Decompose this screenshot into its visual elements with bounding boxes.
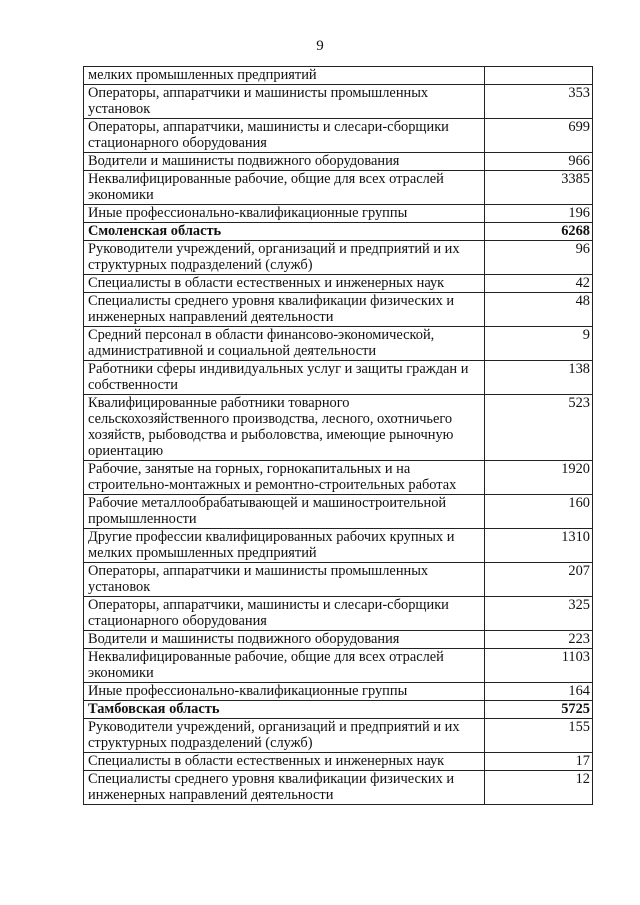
row-label: Специалисты среднего уровня квалификации физических и инженерных направлений деятельности [84,771,485,805]
row-label: Неквалифицированные рабочие, общие для всех отраслей экономики [84,649,485,683]
region-total: 5725 [485,701,593,719]
table-row [84,67,593,85]
row-value: 1920 [485,461,593,495]
row-value: 523 [485,395,593,461]
table-row [84,275,593,293]
page-number: 9 [316,38,324,54]
row-value: 223 [485,631,593,649]
row-label: Водители и машинисты подвижного оборудования [84,631,485,649]
row-value: 155 [485,719,593,753]
row-value: 164 [485,683,593,701]
row-label: Руководители учреждений, организаций и предприятий и их структурных подразделений (служб) [84,241,485,275]
table-row [84,495,593,529]
row-label: Руководители учреждений, организаций и предприятий и их структурных подразделений (служб) [84,719,485,753]
row-value: 699 [485,119,593,153]
row-value: 17 [485,753,593,771]
row-label: Специалисты в области естественных и инженерных наук [84,275,485,293]
row-value: 3385 [485,171,593,205]
table-row [84,205,593,223]
region-total: 6268 [485,223,593,241]
row-value: 138 [485,361,593,395]
row-value: 353 [485,85,593,119]
table-row [84,119,593,153]
row-label: Квалифицированные работники товарного сельскохозяйственного производства, лесного, охотничьего хозяйств, рыбоводства и рыболовства, имеющие рыночную ориентацию [84,395,485,461]
row-label: Иные профессионально-квалификационные группы [84,683,485,701]
row-value: 196 [485,205,593,223]
table-row [84,649,593,683]
region-name: Тамбовская область [84,701,485,719]
row-label: Неквалифицированные рабочие, общие для всех отраслей экономики [84,171,485,205]
row-label: Средний персонал в области финансово-экономической, административной и социальной деятельности [84,327,485,361]
row-label: Специалисты среднего уровня квалификации физических и инженерных направлений деятельности [84,293,485,327]
table-row [84,241,593,275]
row-label: Специалисты в области естественных и инженерных наук [84,753,485,771]
row-label: Другие профессии квалифицированных рабочих крупных и мелких промышленных предприятий [84,529,485,563]
row-label: Рабочие, занятые на горных, горнокапитальных и на строительно-монтажных и ремонтно-строительных работах [84,461,485,495]
row-value: 42 [485,275,593,293]
region-row [84,223,593,241]
table-row [84,171,593,205]
table-row [84,395,593,461]
region-row [84,701,593,719]
table-row [84,153,593,171]
row-value: 1103 [485,649,593,683]
table-row [84,631,593,649]
row-label: Водители и машинисты подвижного оборудования [84,153,485,171]
row-label: Операторы, аппаратчики и машинисты промышленных установок [84,85,485,119]
table-row [84,361,593,395]
row-value [485,67,593,85]
table-row [84,529,593,563]
table-row [84,461,593,495]
row-value: 1310 [485,529,593,563]
table-row [84,327,593,361]
row-value: 160 [485,495,593,529]
table-row [84,293,593,327]
row-value: 207 [485,563,593,597]
region-name: Смоленская область [84,223,485,241]
row-value: 48 [485,293,593,327]
row-value: 9 [485,327,593,361]
row-label: Операторы, аппаратчики, машинисты и слесари-сборщики стационарного оборудования [84,119,485,153]
row-label: Рабочие металлообрабатывающей и машиностроительной промышленности [84,495,485,529]
table-row [84,563,593,597]
table-row [84,719,593,753]
row-label: Операторы, аппаратчики и машинисты промышленных установок [84,563,485,597]
row-value: 96 [485,241,593,275]
row-value: 12 [485,771,593,805]
row-value: 966 [485,153,593,171]
row-label: Работники сферы индивидуальных услуг и защиты граждан и собственности [84,361,485,395]
data-table [83,66,593,805]
table-row [84,753,593,771]
table-row [84,85,593,119]
row-label: мелких промышленных предприятий [84,67,485,85]
row-value: 325 [485,597,593,631]
row-label: Иные профессионально-квалификационные группы [84,205,485,223]
table-row [84,771,593,805]
row-label: Операторы, аппаратчики, машинисты и слесари-сборщики стационарного оборудования [84,597,485,631]
table-row [84,597,593,631]
table-row [84,683,593,701]
